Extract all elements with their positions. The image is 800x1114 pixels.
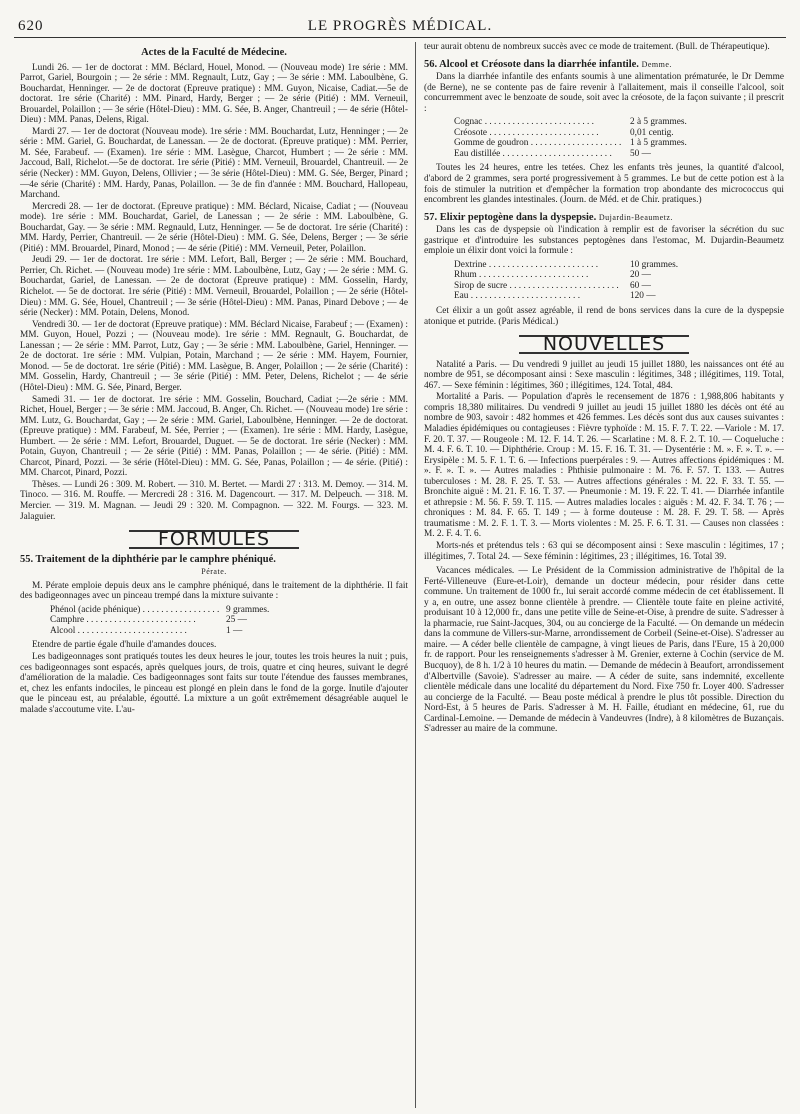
column-divider xyxy=(415,42,416,1108)
actes-jeudi: Jeudi 29. — 1er de doctorat. 1re série : MM. Lefort, Ball, Berger ; — 2e série : MM. Bouchard, Perrier, Ch. Richet. — (Nouveau mode) 1re série : MM. Laboulbène, Lutz, Gay ; — 2e série : MM. G. Bouchardat, Gariel, de Lanessan. — 2e de doctorat (Epreuve pratique) : MM. Gosselin, Hardy, Richelot. — 5e de doctorat. 1re série (Pitié) : MM. Verneuil, Brouardel, Polaillon ; — 2e série (Hôtel-Dieu) : MM. G. Sée, Houel, Chantreuil ; — 3e série (Hôtel-Dieu) : MM. Panas, Pinard Debove ; — 4e série (Necker) : MM. Potain, Delens, Monod. xyxy=(20,255,408,319)
formula-55-intro: M. Pérate emploie depuis deux ans le camphre phéniqué, dans le traitement de la diphthérie. Il fait des badigeonnages avec un pinceau trempé dans la mixture suivante : xyxy=(20,580,408,602)
formula-57-byline: Dujardin-Beaumetz. xyxy=(598,212,673,222)
quantity: 1 — xyxy=(220,626,320,637)
actes-samedi: Samedi 31. — 1er de doctorat. 1re série : MM. Gosselin, Bouchard, Cadiat ;—2e série : MM. Richet, Houel, Berger ; — 3e série : MM. Jaccoud, B. Anger, Ch. Richet. — (Nouveau mode) 1re série : MM. Lutz, G. Bouchardat, Gay ; — 2e série : MM. Gariel, Laboulbène, Henninger. — 2e de doctorat. (Epreuve pratique) : MM. Farabeuf, M. Sée, Perrier ; — (Examen). 1re série : MM. Hardy, Lasègue, Humbert. — 2e série : MM. Lefort, Brouardel, Duguet. — 5e de doctorat. 1re série (Necker) : MM. Potain, Guyon, Chantreuil ; — 2e série (Pitié) : MM. Panas, Polaillon ; — 4e série. (Pitié) : MM. Charcot, Pinard, Pozzi. — 3e série (Hôtel-Dieu) : MM. G. Sée, Panas, Polaillon ; — 4e série. (Pitié) : MM. Charcot, Pinard, Pozzi. xyxy=(20,394,408,479)
formula-56-intro: Dans la diarrhée infantile des enfants soumis à une alimentation prématurée, le Dr Demme (de Berne), ne se contente pas de faire revenir à l'allaitement, mais il conseille l'alcool, soit concurremment avec le benzoate de soude, soit avec la créosote, de la façon suivante ; il prescrit : xyxy=(424,72,784,114)
morts-nes-paragraph: Morts-nés et prétendus tels : 63 qui se décomposent ainsi : Sexe masculin : légitimes, 17 ; illégitimes, 7. Total 24. — Sexe féminin : légitimes, 23 ; illégitimes, 16. Total 39. xyxy=(424,540,784,562)
formula-56-body: Toutes les 24 heures, entre les tetées. Chez les enfants très jeunes, la quantité d'alcool, d'abord de 2 grammes, sera porté progressivement à 5 grammes. Le but de cette potion est à la fois de stimuler la nutrition et d'empêcher la formation trop abondante des micrococcus qui encombrent les glandes intestinales. (Journ. de Méd. et de Chir. pratiques.) xyxy=(424,163,784,206)
journal-page xyxy=(14,18,786,1108)
ingredient: Camphre . . . xyxy=(50,615,220,626)
recipe-row xyxy=(454,260,724,271)
formula-57-recipe xyxy=(454,260,724,302)
right-column xyxy=(424,42,784,1108)
recipe-row xyxy=(454,117,724,128)
ingredient: Sirop de sucre . . . xyxy=(454,281,624,292)
formula-55-continuation: teur aurait obtenu de nombreux succès avec ce mode de traitement. (Bull. de Thérapeutique). xyxy=(424,42,770,52)
formula-56-title xyxy=(424,60,784,71)
recipe-row xyxy=(454,128,724,139)
running-header xyxy=(14,18,786,38)
formula-57-intro: Dans les cas de dyspepsie où l'indication à remplir est de favoriser la sécrétion du suc gastrique et d'introduire les substances peptogènes dans l'estomac, M. Dujardin-Beaumetz emploie un élixir dont voici la formule : xyxy=(424,225,784,257)
quantity: 2 à 5 grammes. xyxy=(624,117,724,128)
recipe-row xyxy=(50,605,320,616)
actes-mercredi: Mercredi 28. — 1er de doctorat. (Epreuve pratique) : MM. Béclard, Nicaise, Cadiat ; — (Nouveau mode). 1re série : MM. Bouchardat, Gariel, de Lanessan ; — 2e série : MM. Laboulbène, G. Bouchardat, Gay. — 3e série : MM. Regnauld, Lutz, Henninger. — 5e de doctorat. 1re série (Charité) : MM. Hardy, Perrier, Chantreuil. — 2e série (Hôtel-Dieu) : MM. G. Sée, Delens, Berger ; — 3e série (Pitié) : MM. Brouardel, Pinard, Monod ; — 4e série (Pitié) : MM. Verneuil, Peter, Polaillon. xyxy=(20,201,408,254)
theses: Thèses. — Lundi 26 : 309. M. Robert. — 310. M. Bertet. — Mardi 27 : 313. M. Demoy. — 314. M. Tinoco. — 316. M. Rouffe. — Mercredi 28 : 316. M. Dagencourt. — 317. M. Delpeuch. — 318. M. Mercier. — 319. M. Magnan. — Jeudi 29 : 320. M. Compagnon. — 322. M. Fourgs. — 323. M. Jalaguier. xyxy=(20,479,408,522)
ingredient: Alcool . . . xyxy=(50,626,220,637)
formula-55-body-2: Les badigeonnages sont pratiqués toutes les deux heures le jour, toutes les trois heures la nuit ; puis, ces badigeonnages sont espacés, après quelques jours, de trois, quatre et cinq heures, suivant le degré d'amélioration de la maladie. Ces badigeonnages sont faits sur toute l'étendue des fausses membranes, et, chez les enfants indociles, le pinceau est plongé en plein dans le fond de la gorge. Inutile d'ajouter que le pinceau est, au préalable, égoutté. La mixture a un goût extrêmement désagréable auquel le malade s'accoutume vite. L'au- xyxy=(20,651,408,715)
journal-title: LE PROGRÈS MÉDICAL. xyxy=(307,18,493,34)
formula-55-body-1: Etendre de partie égale d'huile d'amandes douces. xyxy=(32,640,217,651)
actes-lundi: Lundi 26. — 1er de doctorat : MM. Béclard, Houel, Monod. — (Nouveau mode) 1re série : MM. Parrot, Gariel, Bourgoin ; — 2e série : MM. Regnault, Lutz, Gay ; — 3e série : MM. Laboulbène, G. Bouchardat, Henninger. — 2e de doctorat (Epreuve pratique) : MM. Guyon, Nicaise, Cadiat.—5e de doctorat. 1re série (Charité) : MM. Pinard, Hardy, Berger ; — 2e série (Pitié) : MM. Verneuil, Brouardel, Polaillon ; — 3e série (Hôtel-Dieu) : MM. G. Sée, B. Anger, Chantreuil ; — 4e série (Hôtel-Dieu) : MM. Panas, Delens, Rigal. xyxy=(20,62,408,126)
quantity: 0,01 centig. xyxy=(624,128,724,139)
natalite-paragraph: Natalité a Paris. — Du vendredi 9 juillet au jeudi 15 juillet 1880, les naissances ont été au nombre de 951, se décomposant ainsi : Sexe masculin : légitimes, 348 ; illégitimes, 119. Total, 467. — Sexe féminin : légitimes, 360 ; illégitimes, 124. Total, 484. xyxy=(424,359,784,391)
quantity: 120 — xyxy=(624,291,724,302)
left-column xyxy=(20,42,408,1108)
actes-vendredi: Vendredi 30. — 1er de doctorat (Epreuve pratique) : MM. Béclard Nicaise, Farabeuf ; — (Examen) : MM. Guyon, Houel, Pozzi ; — (Nouveau mode). 1re série : MM. Regnault, G. Bouchardat, de Lanessan ; — 2e série : MM. Parrot, Lutz, Gay ; — 3e série : MM. Laboulbène, Gariel, Henninger. — 2e de doctorat. 1re série : MM. Vulpian, Potain, Marchand ; — 2e série : MM. Hayem, Fournier, Monod. — 5e de doctorat. 1re série (Pitié) : MM. Lasègue, B. Anger, Polaillon ; — 2e série (Charité) : MM. Gosselin, Hardy, Chantreuil ; — 3e série (Pitié) : MM. Peter, Delens, Richelot ; — 4e série (Hôtel-Dieu) : MM. G. Sée, Pinard, Berger. xyxy=(20,319,408,393)
vacances-paragraph: Vacances médicales. — Le Président de la Commission administrative de l'hôpital de la Ferté-Villeneuve (Eure-et-Loir), demande un docteur médecin, pour résider dans cette commune. Un traitement de 1000 fr., lui serait accordé comme médecin de cet établissement. Il y a, en outre, une assez bonne clientèle à prendre. — Clientèle toute faite en pleine activité, produisant 10 à 12,000 fr., dans une petite ville de Seine-et-Oise, à prendre de suite. S'adresser à la pharmacie, rue Saint-Jacques, 304, ou au concierge de la Faculté. — On demande un médecin dans la commune de Villers-sur-Marne, arrondissement de Corbeil (Seine-et-Oise). S'adresser au maire. — A céder belle clientèle de campagne, à vingt lieues de Paris, dans l'Eure, 15 à 20,000 fr. de rapport. Pour les renseignements s'adresser à M. Grenier, externe à Cochin (service de M. Bucquoy), de 8 h. 1/2 à 10 heures du matin. — Demande de médecin à Beaufort, arrondissement d'Albertville (Savoie). S'adresser au maire. — A céder de suite, sans indemnité, excellente clientèle médicale dans une localité du département du Nord. Fixe 750 fr. Loyer 400. S'adresser au concierge de la Faculté. — Beau poste médical à prendre le plus tôt possible. Direction du Nord-Est, à 5 heures de Paris. S'adresser à M. H. Faille, étudiant en médecine, 61, rue du Cardinal-Lemoine. — Demande de médecin à Vandeuvres (Indre), à 8 kilomètres de Buzançais. S'adresser au maire de la commune. xyxy=(424,566,784,735)
ingredient: Cognac . . . xyxy=(454,117,624,128)
ingredient: Eau . . . xyxy=(454,291,624,302)
formula-56-title-text: 56. Alcool et Créosote dans la diarrhée infantile. xyxy=(424,58,639,70)
quantity: 50 — xyxy=(624,149,724,160)
formula-57-title-text: 57. Elixir peptogène dans la dyspepsie. xyxy=(424,211,597,223)
ingredient: Eau distillée . . . xyxy=(454,149,624,160)
formula-55-title: 55. Traitement de la diphthérie par le camphre phéniqué. xyxy=(20,553,276,565)
formula-57-body: Cet élixir a un goût assez agréable, il rend de bons services dans la cure de la dyspepsie atonique et putride. (Paris Médical.) xyxy=(424,306,784,327)
formula-55-recipe xyxy=(50,605,320,637)
formula-57-title xyxy=(424,213,784,224)
recipe-row xyxy=(50,615,320,626)
columns xyxy=(14,42,786,1108)
formula-56-byline: Demme. xyxy=(641,59,672,69)
quantity: 20 — xyxy=(624,270,724,281)
recipe-row xyxy=(454,138,724,149)
formula-55-byline: Pérate. xyxy=(201,567,227,577)
page-number: 620 xyxy=(18,18,44,34)
ingredient: Gomme de goudron . . . xyxy=(454,138,624,149)
mortalite-paragraph: Mortalité a Paris. — Population d'après le recensement de 1876 : 1,988,806 habitants y compris 18,380 militaires. Du vendredi 9 juillet au jeudi 15 juillet 1880 les décès ont été au nombre de 903, savoir : 482 hommes et 426 femmes. Les décès sont dus aux causes suivantes : Maladies épidémiques ou contagieuses : Fièvre typhoïde : M. 15. F. 7. T. 22. —Variole : M. 17. F. 20. T. 37. — Rougeole : M. 12. F. 14. T. 26. — Scarlatine : M. 8. F. 2. T. 10. — Coqueluche : M. 4. F. 6. T. 10. — Diphthérie. Croup : M. 15. F. 16. T. 31. — Dysentérie : M. ». F. ». T. ». — Erysipèle : M. 5. F. 1. T. 6. — Infections puerpérales : 9. — Autres affections épidémiques : M. ». F. ». T. ». — Autres maladies : Phthisie pulmonaire : M. 76. F. 57. T. 133. — Autres tuberculoses : M. 28. F. 25. T. 53. — Autres affections générales : M. 22. F. 33. T. 55. — Bronchite aiguë : M. 21. F. 16. T. 37. — Pneumonie : M. 19. F. 22. T. 41. — Diarrhée infantile et athrepsie : M. 56. F. 59. T. 115. — Autres maladies locales : aiguës : M. 42. F. 34. T. 76 ; — chroniques : M. 84. F. 65. T. 149 ; — à forme douteuse : M. 28. F. 29. T. 58. — Après traumatisme : M. 2. F. 1. T. 3. — Morts violentes : M. 25. F. 6. T. 31. — Causes non classées : M. 2. F. 4. T. 6. xyxy=(424,392,784,540)
recipe-row xyxy=(454,281,724,292)
recipe-row xyxy=(50,626,320,637)
quantity: 1 à 5 grammes. xyxy=(624,138,724,149)
ingredient: Rhum . . . xyxy=(454,270,624,281)
ingredient: Dextrine . . . xyxy=(454,260,624,271)
actes-heading: Actes de la Faculté de Médecine. xyxy=(141,47,287,58)
ingredient: Phénol (acide phénique) . . . xyxy=(50,605,220,616)
recipe-row xyxy=(454,149,724,160)
actes-mardi: Mardi 27. — 1er de doctorat (Nouveau mode). 1re série : MM. Bouchardat, Lutz, Henninger ; — 2e série : MM. Gariel, G. Bouchardat, de Lanessan. — 2e de doctorat. (Epreuve pratique) : MM. Perrier, M. Sée, Farabeuf. — (Examen). 1re série : MM. Lasègue, Charcot, Humbert ; — 2e série : MM. Jaccoud, Ball, Richelot.—5e de doctorat. 1re série (Pitié) : MM. Verneuil, Brouardel, Chantreuil. — 2e série (Necker) : MM. Guyon, Delens, Ollivier ; — 3e série (Hôtel-Dieu) : MM. G. Sée, Berger, Pinard ;—4e série (Charité) : MM. Hardy, Panas, Polaillon. — 3e de fin d'année : MM. Bouchard, Hallopeau, Marchand. xyxy=(20,126,408,201)
quantity: 60 — xyxy=(624,281,724,292)
recipe-row xyxy=(454,270,724,281)
ingredient: Créosote . . . xyxy=(454,128,624,139)
recipe-row xyxy=(454,291,724,302)
quantity: 25 — xyxy=(220,615,320,626)
nouvelles-banner: NOUVELLES xyxy=(519,335,689,354)
quantity: 10 grammes. xyxy=(624,260,724,271)
formules-banner: FORMULES xyxy=(129,530,299,549)
formula-56-recipe xyxy=(454,117,724,159)
quantity: 9 grammes. xyxy=(220,605,320,616)
